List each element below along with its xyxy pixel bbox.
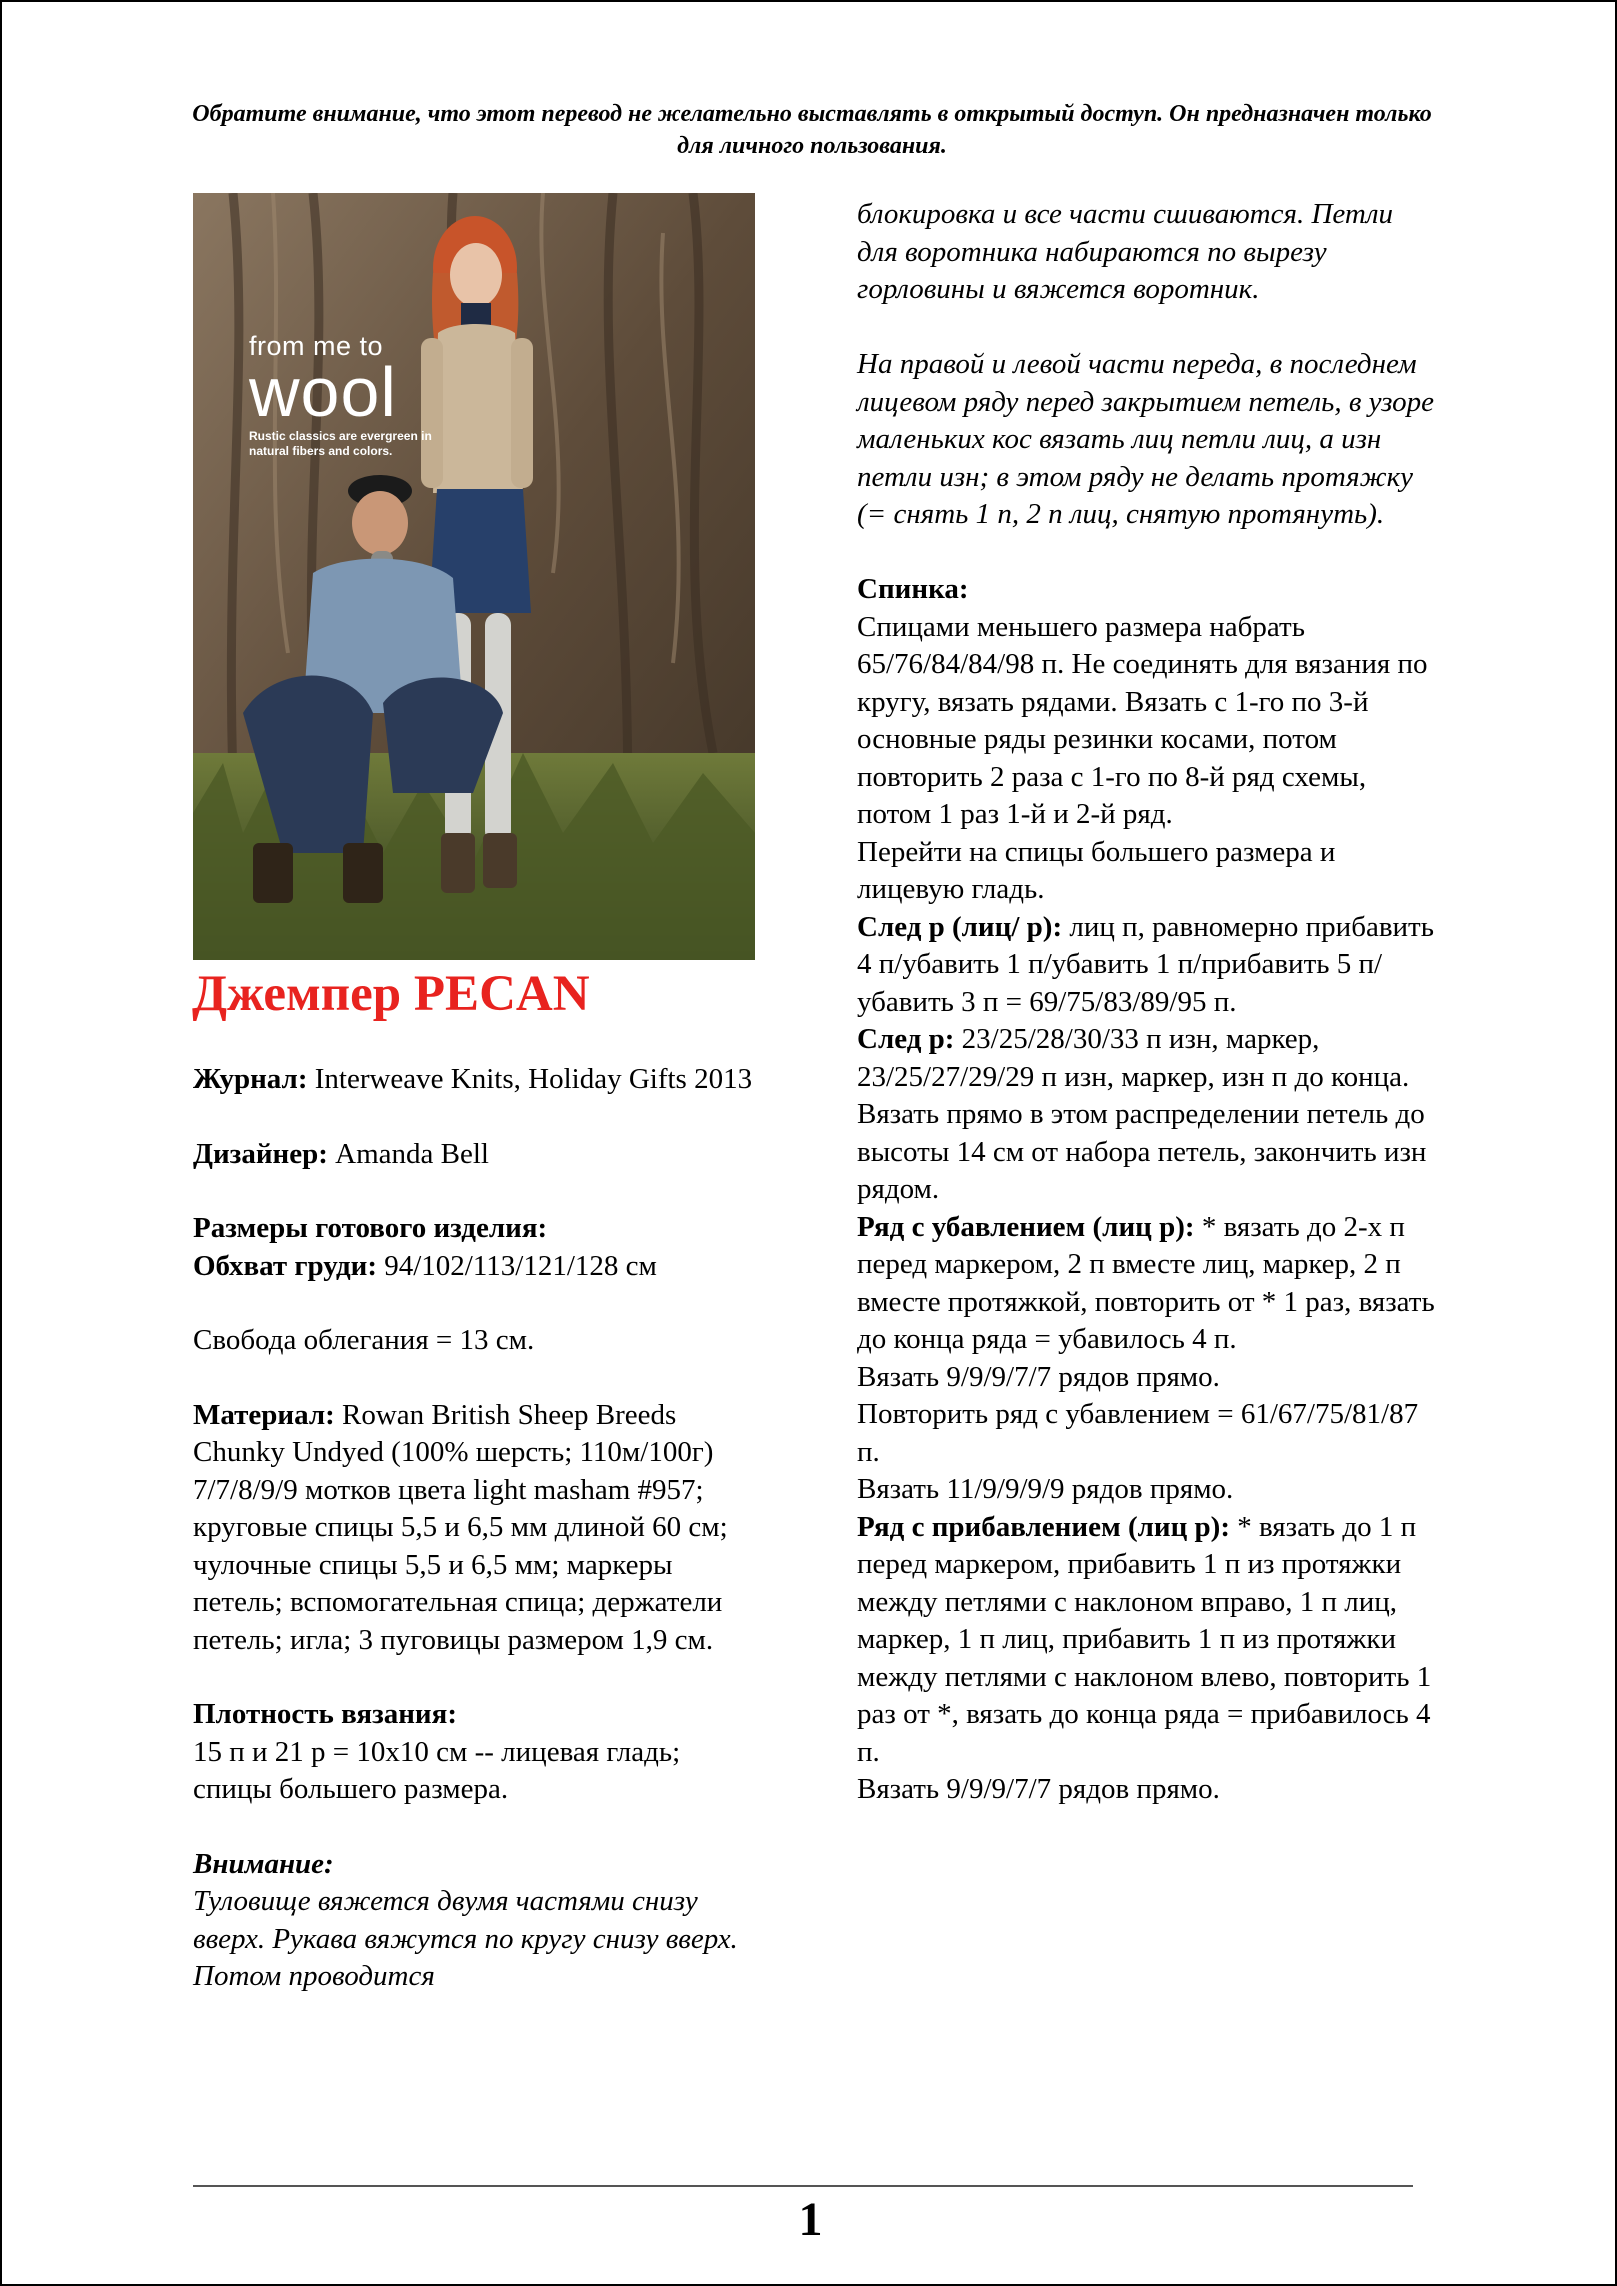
cover-brand-small: from me to	[249, 331, 384, 361]
note-label: Внимание:	[193, 1847, 334, 1880]
back-heading: Спинка:	[857, 573, 969, 605]
back-section	[857, 571, 1437, 1809]
work-rows-2: Вязать 11/9/9/9/9 рядов прямо.	[857, 1473, 1234, 1505]
next-row-1-label: След р (лиц/ р):	[857, 910, 1063, 943]
sizes-label: Размеры готового изделия:	[193, 1212, 548, 1244]
note-text: Туловище вяжется двумя частями снизу вверх. Рукава вяжутся по кругу снизу вверх. Потом проводится	[193, 1885, 738, 1992]
bust-label: Обхват груди:	[193, 1249, 377, 1282]
usage-notice: Обратите внимание, что этот перевод не желательно выставлять в открытый доступ. Он предназначен только для личного пользования.	[192, 101, 1432, 159]
next-row-2-text: 23/25/28/30/33 п изн, маркер, 23/25/27/29/29 п изн, маркер, изн п до конца.	[857, 1023, 1410, 1093]
decrease-row-text: * вязать до 2-х п перед маркером, 2 п вместе лиц, маркер, 2 п вместе протяжкой, повторить от * 1 раз, вязать до конца ряда = убавилось 4 п.	[857, 1210, 1435, 1355]
material-value: Rowan British Sheep Breeds Chunky Undyed (100% шерсть; 110м/100г) 7/7/8/9/9 мотков цвета light masham #957; круговые спицы 5,5 и 6,5 мм длиной 60 см; чулочные спицы 5,5 и 6,5 мм; маркеры петель; вспомогательная спица; держатели петель; игла; 3 пуговицы размером 1,9 см.	[193, 1398, 728, 1656]
gauge-label: Плотность вязания:	[193, 1698, 457, 1730]
back-switch-needles: Перейти на спицы большего размера и лицевую гладь.	[857, 835, 1336, 905]
magazine-cover-photo	[193, 193, 755, 960]
cover-tagline: Rustic classics are evergreen in natural fibers and colors.	[249, 429, 432, 458]
increase-row-text: * вязать до 1 п перед маркером, прибавить 1 п из протяжки между петлями с наклоном вправо, 1 п лиц, маркер, 1 п лиц, прибавить 1 п из протяжки между петлями с наклоном влево, повторить 1 раз от *, вязать до конца ряда = прибавилось 4 п.	[857, 1510, 1432, 1768]
next-row-1-text: лиц п, равномерно прибавить 4 п/убавить 1 п/убавить 1 п/прибавить 5 п/убавить 3 п = 69/75/83/89/95 п.	[857, 910, 1434, 1018]
journal-value: Interweave Knits, Holiday Gifts 2013	[307, 1063, 753, 1095]
bust-value: 94/102/113/121/128 см	[376, 1249, 657, 1282]
increase-row-label: Ряд с прибавлением (лиц р):	[857, 1510, 1230, 1543]
cover-brand-block	[249, 331, 449, 459]
footer-rule	[193, 2185, 1413, 2187]
next-row-1	[857, 909, 1437, 1022]
pattern-title: Джемпер PECAN	[192, 966, 590, 1022]
gauge-value: 15 п и 21 р = 10х10 см -- лицевая гладь; спицы большего размера.	[193, 1735, 681, 1805]
designer-value: Amanda Bell	[327, 1137, 489, 1170]
journal-line	[193, 1061, 763, 1099]
work-rows-3: Вязать 9/9/9/7/7 рядов прямо.	[857, 1773, 1220, 1805]
ease-line: Свобода облегания = 13 см.	[193, 1324, 535, 1356]
work-rows-1: Вязать 9/9/9/7/7 рядов прямо.	[857, 1360, 1220, 1393]
sizes-block	[193, 1210, 763, 1285]
designer-line	[193, 1136, 763, 1174]
next-row-2	[857, 1021, 1437, 1096]
back-cast-on: Спицами меньшего размера набрать 65/76/84/84/98 п. Не соединять для вязания по кругу, вязать рядами. Вязать с 1-го по 3-й основные ряды резинки косами, потом повторить 2 раза с 1-го по 8-й ряд схемы, потом 1 раз 1-й и 2-й ряд.	[857, 610, 1428, 830]
page-number: 1	[798, 2193, 823, 2246]
repeat-decrease: Повторить ряд с убавлением = 61/67/75/81/87 п.	[857, 1398, 1419, 1468]
left-column	[193, 193, 763, 1996]
decrease-row-label: Ряд с убавлением (лиц р):	[857, 1210, 1195, 1243]
gauge-block	[193, 1696, 763, 1809]
journal-label: Журнал:	[193, 1063, 308, 1095]
work-even: Вязать прямо в этом распределении петель до высоты 14 см от набора петель, закончить изн рядом.	[857, 1098, 1427, 1205]
material-block	[193, 1397, 763, 1660]
right-column	[857, 196, 1437, 1809]
decrease-row	[857, 1209, 1437, 1359]
increase-row	[857, 1509, 1437, 1772]
designer-label: Дизайнер:	[193, 1137, 328, 1170]
front-parts-note: На правой и левой части переда, в последнем лицевом ряду перед закрытием петель, в узоре маленьких кос вязать лиц петли лиц, а изн петли изн; в этом ряду не делать протяжку (= снять 1 п, 2 п лиц, снятую протянуть).	[857, 348, 1434, 530]
material-label: Материал:	[193, 1398, 335, 1431]
next-row-2-label: След р:	[857, 1023, 955, 1055]
note-block	[193, 1846, 763, 1996]
cover-illustration	[193, 193, 755, 960]
note-continuation: блокировка и все части сшиваются. Петли для воротника набираются по вырезу горловины и вяжется воротник.	[857, 198, 1393, 305]
cover-brand-big: wool	[249, 353, 397, 431]
